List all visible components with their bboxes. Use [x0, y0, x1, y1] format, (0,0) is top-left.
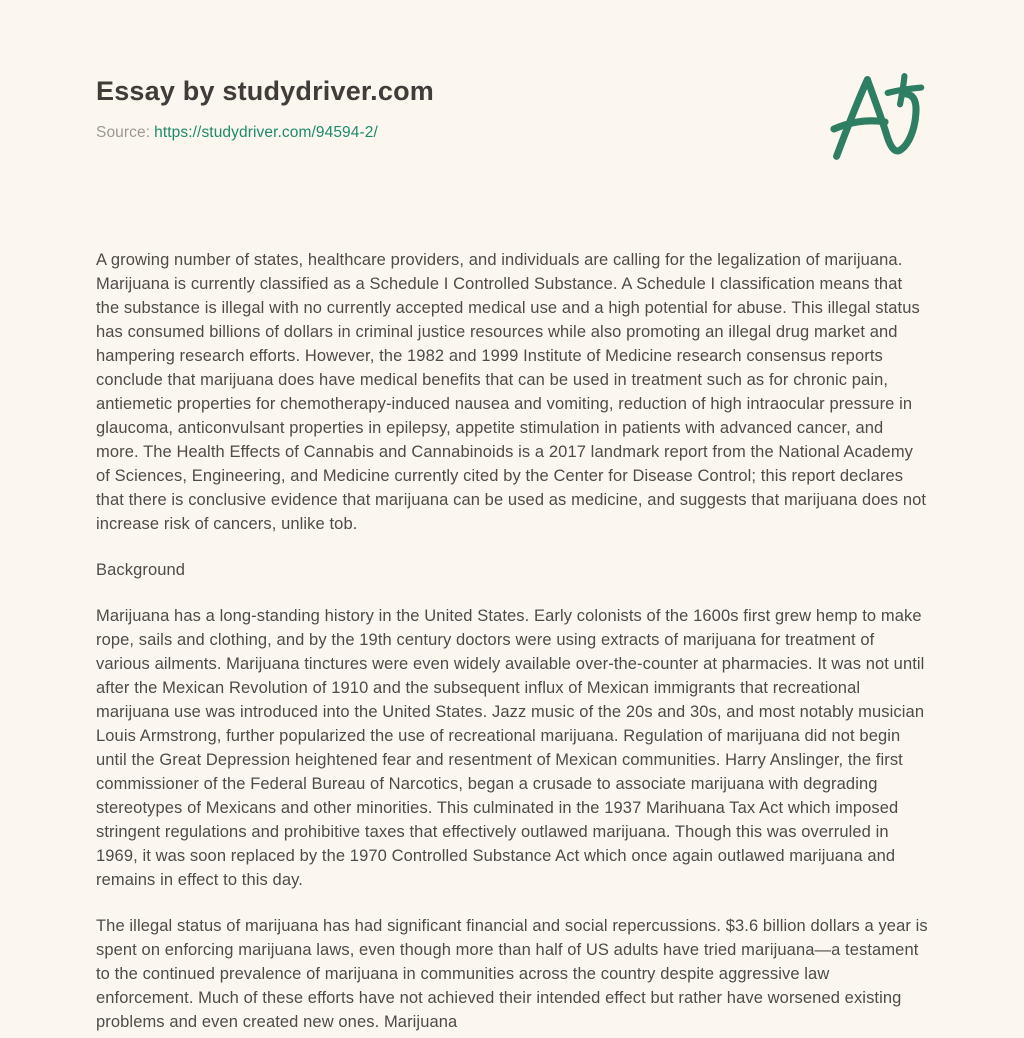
- a-plus-icon: [826, 66, 930, 162]
- source-line: [96, 124, 434, 142]
- page-title: Essay by studydriver.com: [96, 76, 434, 106]
- header-text-block: [96, 72, 434, 142]
- studydriver-a-plus-logo: [826, 66, 930, 162]
- document-header: [96, 72, 930, 162]
- source-label: Source:: [96, 124, 151, 141]
- essay-body: [96, 248, 930, 1034]
- paragraph-history: Marijuana has a long-standing history in the United States. Early colonists of the 1600s first grew hemp to make rope, sails and clothing, and by the 19th century doctors were using extracts of marijuana for treatment of various ailments. Marijuana tinctures were even widely available over-the-counter at pharmacies. It was not until after the Mexican Revolution of 1910 and the subsequent influx of Mexican immigrants that recreational marijuana use was introduced into the United States. Jazz music of the 20s and 30s, and most notably musician Louis Armstrong, further popularized the use of recreational marijuana. Regulation of marijuana did not begin until the Great Depression heightened fear and resentment of Mexican communities. Harry Anslinger, the first commissioner of the Federal Bureau of Narcotics, began a crusade to associate marijuana with degrading stereotypes of Mexicans and other minorities. This culminated in the 1937 Marihuana Tax Act which imposed stringent regulations and prohibitive taxes that effectively outlawed marijuana. Though this was overruled in 1969, it was soon replaced by the 1970 Controlled Substance Act which once again outlawed marijuana and remains in effect to this day.: [96, 607, 925, 889]
- section-heading-background: Background: [96, 561, 186, 579]
- source-link[interactable]: https://studydriver.com/94594-2/: [154, 124, 378, 141]
- paragraph-intro: A growing number of states, healthcare providers, and individuals are calling for the legalization of marijuana. Marijuana is currently classified as a Schedule I Controlled Substance. A Schedule I classification means that the substance is illegal with no currently accepted medical use and a high potential for abuse. This illegal status has consumed billions of dollars in criminal justice resources while also promoting an illegal drug market and hampering research efforts. However, the 1982 and 1999 Institute of Medicine research consensus reports conclude that marijuana does have medical benefits that can be used in treatment such as for chronic pain, antiemetic properties for chemotherapy-induced nausea and vomiting, reduction of high intraocular pressure in glaucoma, anticonvulsant properties in epilepsy, appetite stimulation in patients with advanced cancer, and more. The Health Effects of Cannabis and Cannabinoids is a 2017 landmark report from the National Academy of Sciences, Engineering, and Medicine currently cited by the Center for Disease Control; this report declares that there is conclusive evidence that marijuana can be used as medicine, and suggests that marijuana does not increase risk of cancers, unlike tob.: [96, 251, 927, 533]
- paragraph-repercussions: The illegal status of marijuana has had significant financial and social repercussions. $3.6 billion dollars a year is spent on enforcing marijuana laws, even though more than half of US adults have tried marijuana—a testament to the continued prevalence of marijuana in communities across the country despite aggressive law enforcement. Much of these efforts have not achieved their intended effect but rather have worsened existing problems and even created new ones. Marijuana: [96, 917, 928, 1031]
